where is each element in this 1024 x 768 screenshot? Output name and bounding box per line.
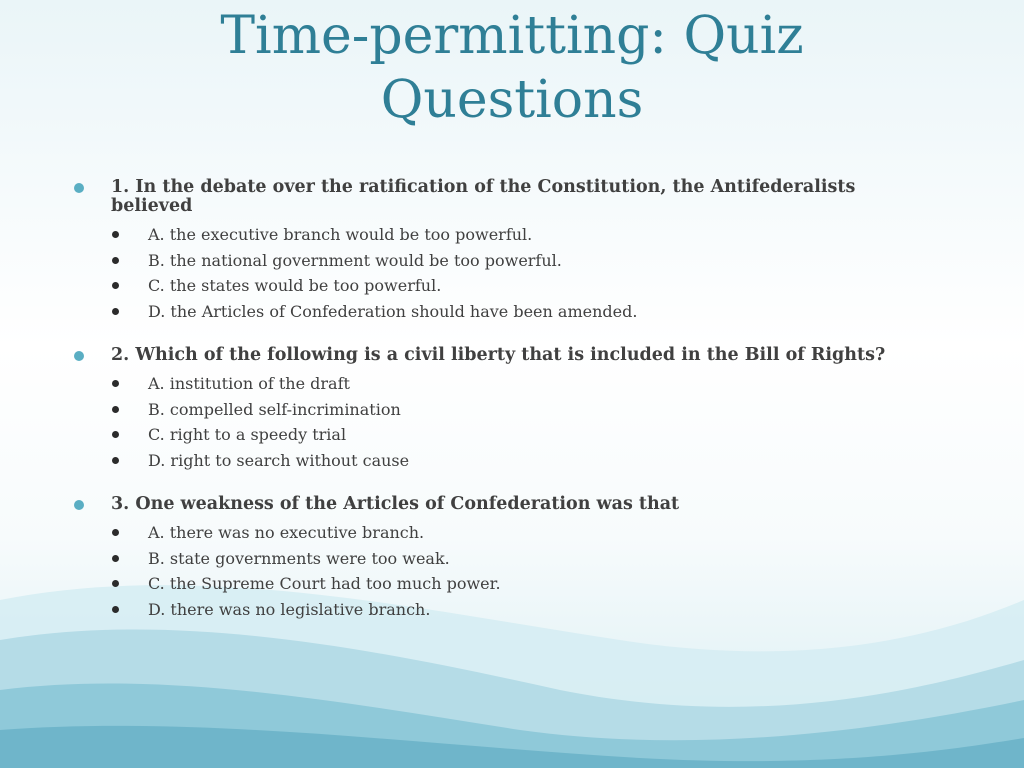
answer-text: C. right to a speedy trial: [148, 425, 347, 445]
answer-item: [112, 397, 954, 423]
answer-item: [112, 571, 954, 597]
answer-item: [112, 299, 954, 325]
bullet-icon: [74, 183, 84, 193]
answer-list: [74, 222, 954, 324]
answer-text: A. the executive branch would be too powerful.: [148, 225, 533, 245]
question-text: 2. Which of the following is a civil liberty that is included in the Bill of Rights?: [111, 345, 886, 365]
question-1: [74, 178, 954, 324]
answer-text: B. state governments were too weak.: [148, 548, 450, 568]
bullet-icon: [112, 406, 119, 413]
answer-item: [112, 273, 954, 299]
bullet-icon: [112, 282, 119, 289]
bullet-icon: [112, 308, 119, 315]
answer-text: C. the states would be too powerful.: [148, 276, 442, 296]
question-text: 3. One weakness of the Articles of Confederation was that: [111, 494, 680, 514]
answer-item: [112, 248, 954, 274]
answer-text: D. the Articles of Confederation should have been amended.: [148, 301, 638, 321]
bullet-icon: [112, 606, 119, 613]
question-3: [74, 495, 954, 622]
answer-text: D. there was no legislative branch.: [148, 599, 431, 619]
bullet-icon: [112, 457, 119, 464]
bullet-icon: [112, 257, 119, 264]
slide-title-line1: Time-permitting: Quiz: [220, 6, 804, 66]
answer-text: D. right to search without cause: [148, 450, 410, 470]
answer-item: [112, 422, 954, 448]
bullet-icon: [74, 351, 84, 361]
answer-text: B. the national government would be too powerful.: [148, 250, 562, 270]
answer-item: [112, 448, 954, 474]
answer-item: [112, 597, 954, 623]
bullet-icon: [74, 500, 84, 510]
bullet-icon: [112, 529, 119, 536]
slide-title-line2: Questions: [380, 70, 644, 130]
answer-item: [112, 520, 954, 546]
answer-text: C. the Supreme Court had too much power.: [148, 574, 501, 594]
question-text: 1. In the debate over the ratification of the Constitution, the Antifederalists believed: [111, 177, 856, 216]
answer-text: A. there was no executive branch.: [148, 523, 425, 543]
answer-list: [74, 520, 954, 622]
answer-item: [112, 222, 954, 248]
answer-text: A. institution of the draft: [148, 374, 350, 394]
answer-item: [112, 546, 954, 572]
bullet-icon: [112, 380, 119, 387]
slide-body: [74, 178, 954, 622]
slide-title: [60, 4, 964, 132]
bullet-icon: [112, 231, 119, 238]
question-2: [74, 346, 954, 473]
bullet-icon: [112, 580, 119, 587]
answer-text: B. compelled self-incrimination: [148, 399, 401, 419]
bullet-icon: [112, 555, 119, 562]
bullet-icon: [112, 431, 119, 438]
answer-list: [74, 371, 954, 473]
answer-item: [112, 371, 954, 397]
